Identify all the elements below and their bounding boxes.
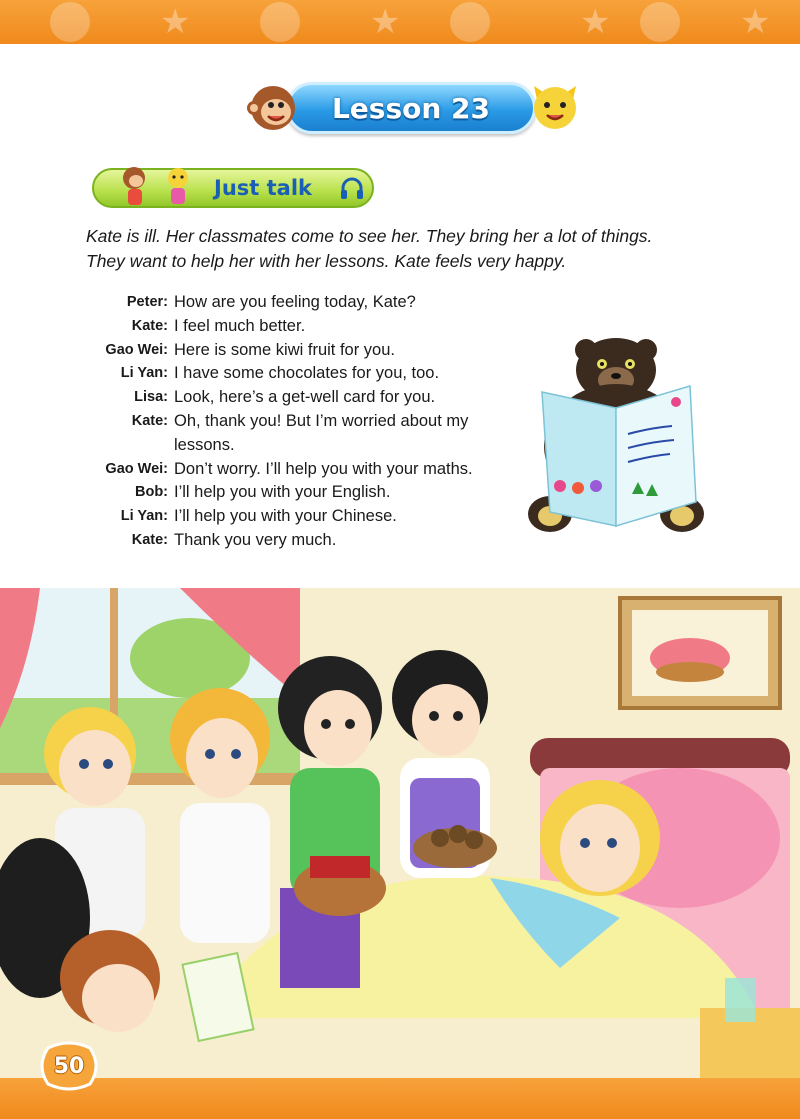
dialogue-row bbox=[70, 434, 540, 458]
speaker-name: Kate: bbox=[131, 531, 168, 548]
page-number-badge bbox=[38, 1040, 100, 1092]
dialogue-row bbox=[70, 458, 540, 482]
dialogue bbox=[70, 291, 540, 553]
headphones-icon[interactable] bbox=[338, 174, 366, 202]
section-label: Just talk bbox=[214, 176, 312, 200]
top-banner bbox=[0, 0, 800, 44]
speaker-name: Kate: bbox=[131, 412, 168, 429]
star-icon: ★ bbox=[370, 3, 401, 41]
dialogue-line: Look, here’s a get-well card for you. bbox=[174, 388, 436, 407]
dialogue-line: Thank you very much. bbox=[174, 530, 337, 549]
dialogue-row bbox=[70, 410, 540, 434]
lesson-header bbox=[246, 76, 586, 140]
speaker-name: Lisa: bbox=[134, 389, 168, 406]
speaker-name: Kate: bbox=[131, 317, 168, 334]
star-icon: ★ bbox=[160, 3, 191, 41]
intro-line: Kate is ill. Her classmates come to see her. They bring her a lot of things. bbox=[86, 226, 653, 246]
banner-decoration bbox=[450, 2, 490, 42]
speaker-name: Gao Wei: bbox=[105, 341, 168, 358]
cat-head-icon bbox=[528, 78, 582, 132]
banner-decoration bbox=[260, 2, 300, 42]
speaker-name: Li Yan: bbox=[120, 508, 168, 525]
speaker-name: Li Yan: bbox=[120, 365, 168, 382]
star-icon: ★ bbox=[580, 3, 611, 41]
dialogue-row bbox=[70, 315, 540, 339]
dialogue-row bbox=[70, 529, 540, 553]
bottom-banner bbox=[0, 1078, 800, 1119]
banner-decoration bbox=[640, 2, 680, 42]
banner-decoration bbox=[50, 2, 90, 42]
dialogue-line: I’ll help you with your Chinese. bbox=[174, 507, 397, 526]
dialogue-line: Oh, thank you! But I’m worried about my bbox=[174, 411, 469, 430]
kids-icon bbox=[108, 162, 208, 210]
dialogue-row bbox=[70, 386, 540, 410]
page-number: 50 bbox=[53, 1053, 85, 1079]
dialogue-line: lessons. bbox=[174, 435, 235, 454]
dialogue-line: I feel much better. bbox=[174, 316, 306, 335]
dialogue-row bbox=[70, 362, 540, 386]
bear-with-card-illustration bbox=[520, 336, 720, 536]
star-icon: ★ bbox=[740, 3, 771, 41]
intro-line: They want to help her with her lessons. Kate feels very happy. bbox=[86, 251, 567, 271]
lesson-pill bbox=[286, 82, 536, 134]
monkey-head-icon bbox=[246, 80, 300, 134]
dialogue-line: How are you feeling today, Kate? bbox=[174, 293, 416, 311]
dialogue-row bbox=[70, 481, 540, 505]
speaker-name bbox=[70, 434, 174, 458]
lesson-title: Lesson 23 bbox=[331, 91, 491, 125]
speaker-name: Peter: bbox=[126, 294, 168, 310]
speaker-name: Bob: bbox=[134, 484, 168, 501]
dialogue-line: Don’t worry. I’ll help you with your maths. bbox=[174, 459, 473, 478]
dialogue-line: I’ll help you with your English. bbox=[174, 483, 391, 502]
dialogue-line: I have some chocolates for you, too. bbox=[174, 364, 440, 383]
dialogue-row bbox=[70, 291, 540, 315]
speaker-name: Gao Wei: bbox=[105, 460, 168, 477]
dialogue-row bbox=[70, 505, 540, 529]
dialogue-row bbox=[70, 339, 540, 363]
section-header bbox=[92, 162, 382, 210]
intro-text bbox=[86, 224, 736, 274]
dialogue-line: Here is some kiwi fruit for you. bbox=[174, 340, 395, 359]
bedroom-scene-illustration bbox=[0, 588, 800, 1078]
